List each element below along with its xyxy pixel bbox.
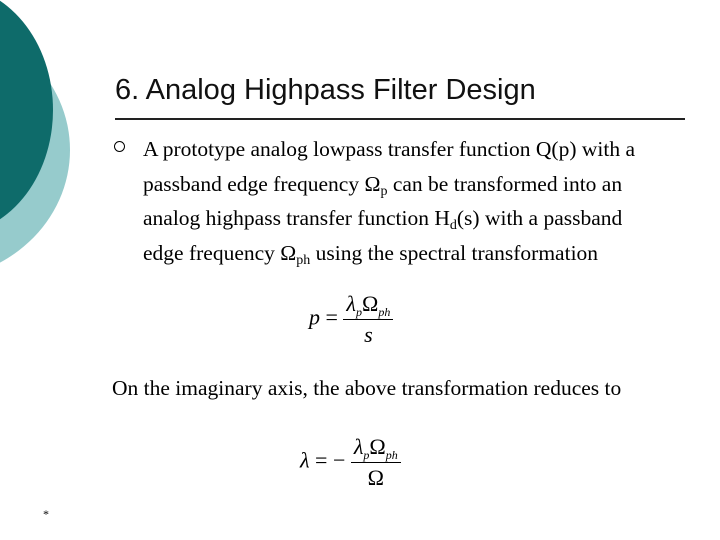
decorative-circles xyxy=(0,0,80,300)
equation-lambda-transform: λ = − $\frac{\lambda_p\Omega_{ph}}{\Omega}$ xyxy=(300,434,401,491)
equation-p-transform: p = $\frac{\lambda_p\Omega_{ph}}{s}$ xyxy=(309,291,393,348)
title-divider xyxy=(115,118,685,120)
fraction: $\frac{\lambda_p\Omega_{ph}}{s}$ xyxy=(343,291,393,348)
fraction: $\frac{\lambda_p\Omega_{ph}}{\Omega}$ xyxy=(351,434,401,491)
bullet-line-4: edge frequency $\Omega_{ph}$ using the spectral transformation xyxy=(143,240,599,268)
footer-asterisk: * xyxy=(43,507,49,521)
paragraph-imaginary-axis: On the imaginary axis, the above transformation reduces to xyxy=(112,376,622,400)
slide-title: 6. Analog Highpass Filter Design xyxy=(115,74,536,106)
bullet-circle-icon xyxy=(114,141,125,152)
bullet-line-2: passband edge frequency $\Omega_p$ can be transformed into an xyxy=(143,171,623,199)
bullet-line-1: A prototype analog lowpass transfer function Q(p) with a xyxy=(143,137,635,161)
bullet-line-3: analog highpass transfer function $H_d(s)$ with a passband xyxy=(143,206,623,233)
bullet-text xyxy=(143,132,703,270)
